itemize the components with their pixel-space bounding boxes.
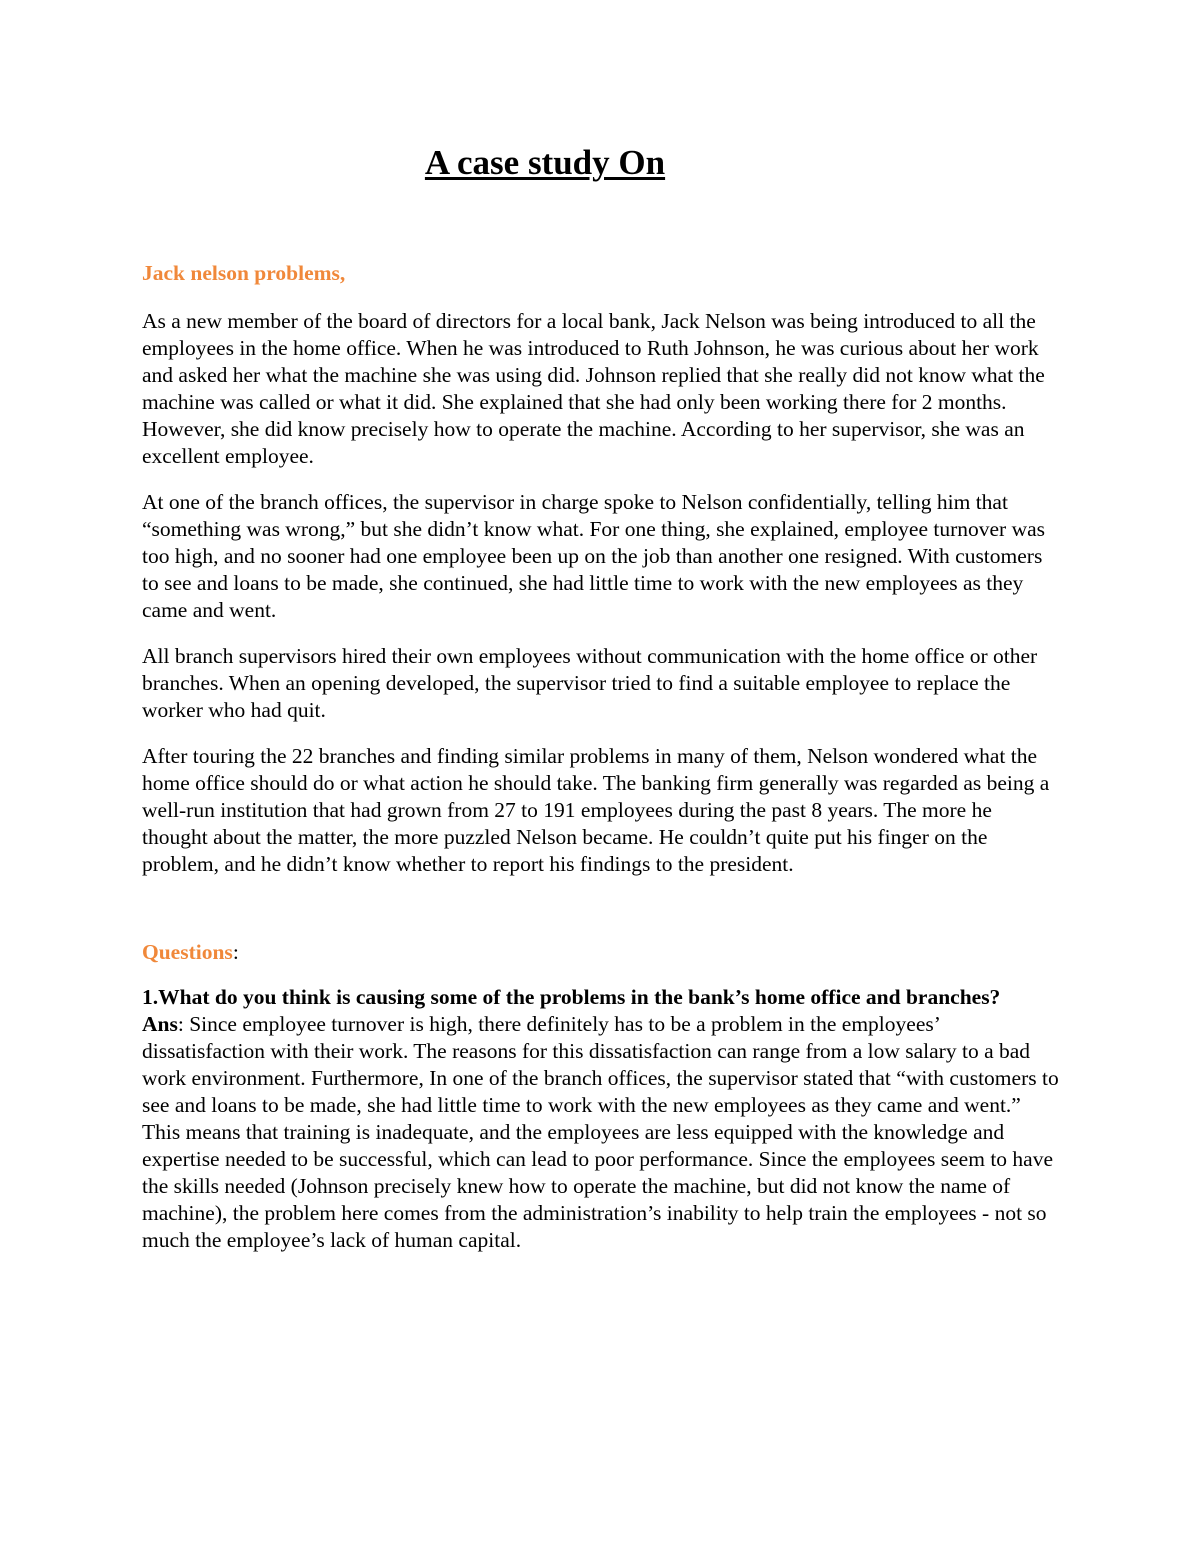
question-1: 1.What do you think is causing some of the problems in the bank’s home office and branches? [142, 985, 1001, 1009]
document-body [142, 260, 1062, 1254]
answer-label: Ans [142, 1012, 178, 1036]
questions-heading-label: Questions [142, 940, 233, 964]
paragraph-3: All branch supervisors hired their own employees without communication with the home office or other branches. When an opening developed, the supervisor tried to find a suitable employee to replace the worker who had quit. [142, 644, 1038, 722]
answer-1 [142, 1011, 1062, 1254]
answer-text: : Since employee turnover is high, there definitely has to be a problem in the employees’ dissatisfaction with their work. The reasons for this dissatisfaction can range from a low salary to a bad work environment. Furthermore, In one of the branch offices, the supervisor stated that “with customers to see and loans to be made, she had little time to work with the new employees as they came and went.” This means that training is inadequate, and the employees are less equipped with the knowledge and expertise needed to be successful, which can lead to poor performance. Since the employees seem to have the skills needed (Johnson precisely knew how to operate the machine, but did not know the name of machine), the problem here comes from the administration’s inability to help train the employees - not so much the employee’s lack of human capital. [142, 1012, 1059, 1252]
section-heading: Jack nelson problems, [142, 261, 346, 285]
paragraph-4: After touring the 22 branches and finding similar problems in many of them, Nelson wondered what the home office should do or what action he should take. The banking firm generally was regarded as being a well-run institution that had grown from 27 to 191 employees during the past 8 years. The more he thought about the matter, the more puzzled Nelson became. He couldn’t quite put his finger on the problem, and he didn’t know whether to report his findings to the president. [142, 744, 1050, 876]
paragraph-2: At one of the branch offices, the supervisor in charge spoke to Nelson confidentially, telling him that “something was wrong,” but she didn’t know what. For one thing, she explained, employee turnover was too high, and no sooner had one employee been up on the job than another one resigned. With customers to see and loans to be made, she continued, she had little time to work with the new employees as they came and went. [142, 490, 1046, 622]
paragraph-1: As a new member of the board of directors for a local bank, Jack Nelson was being introduced to all the employees in the home office. When he was introduced to Ruth Johnson, he was curious about her work and asked her what the machine she was using did. Johnson replied that she really did not know what the machine was called or what it did. She explained that she had only been working there for 2 months. However, she did know precisely how to operate the machine. According to her supervisor, she was an excellent employee. [142, 309, 1045, 468]
questions-heading-colon: : [232, 940, 239, 964]
document-title: A case study On [424, 143, 666, 182]
questions-heading [142, 939, 1062, 966]
